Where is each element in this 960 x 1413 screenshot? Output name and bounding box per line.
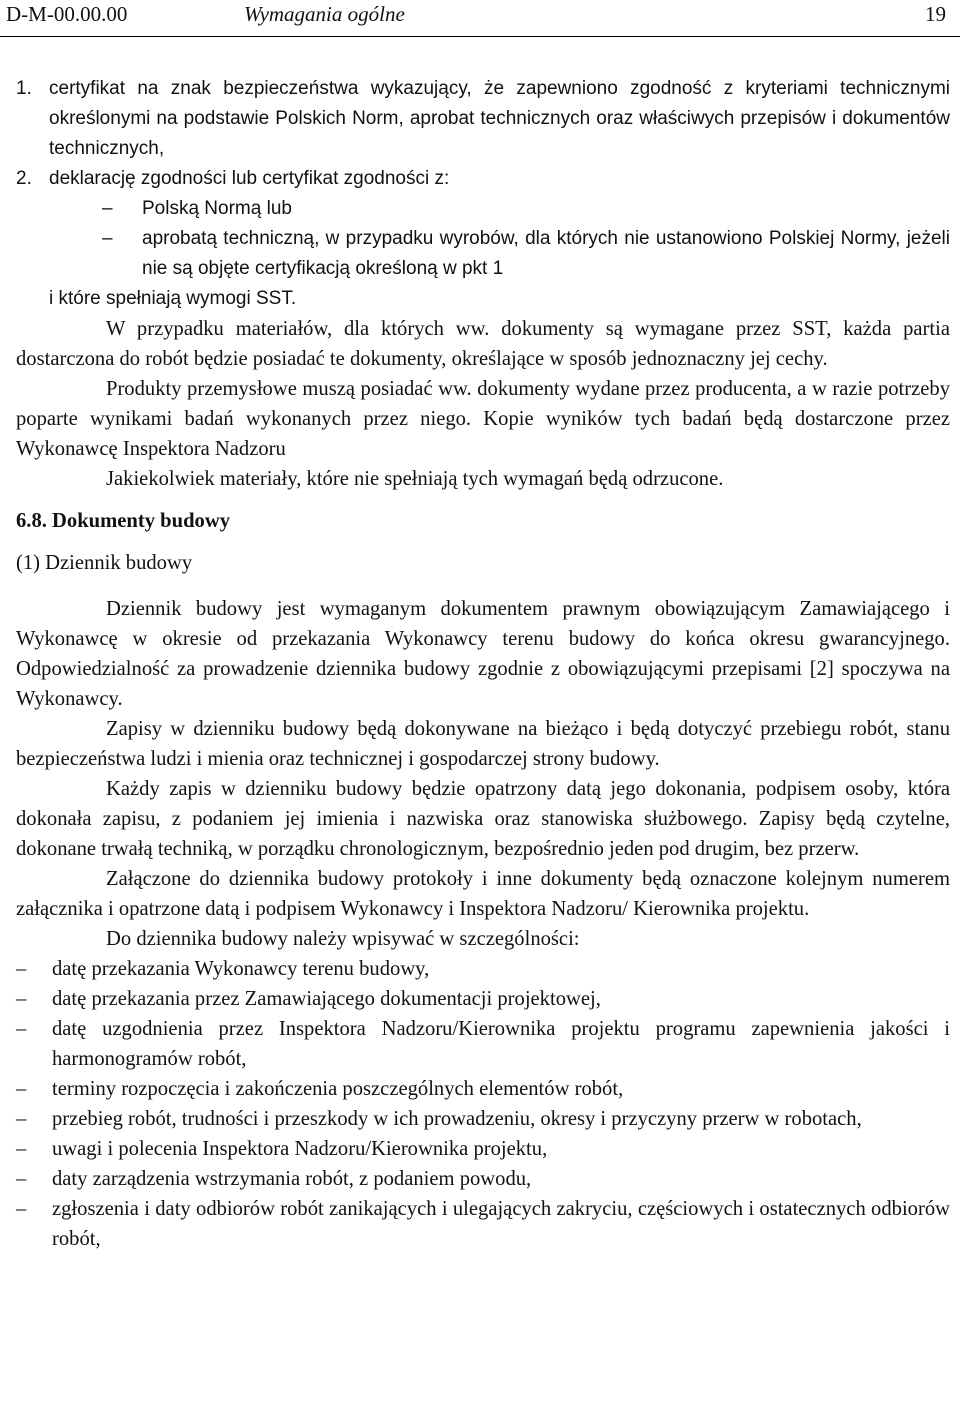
dash-marker: – (102, 228, 113, 249)
section-heading: 6.8. Dokumenty budowy (16, 510, 230, 532)
paragraph: Do dziennika budowy należy wpisywać w szczególności: (106, 928, 580, 950)
dash-marker: – (16, 1078, 27, 1100)
list-item-text: daty zarządzenia wstrzymania robót, z podaniem powodu, (52, 1168, 532, 1190)
list-item (16, 1014, 950, 1074)
sub-dash-item (16, 224, 950, 284)
list-item (16, 954, 950, 984)
dash-marker: – (16, 1198, 27, 1220)
sub-item-text: Polską Normą lub (142, 198, 292, 219)
dash-marker: – (16, 958, 27, 980)
document-code: D-M-00.00.00 (6, 2, 128, 26)
dash-marker: – (16, 1168, 27, 1190)
paragraph: W przypadku materiałów, dla których ww. dokumenty są wymagane przez SST, każda partia dostarczona do robót będzie posiadać te dokumenty, określające w sposób jednoznaczny jej cechy. (16, 318, 950, 370)
list-item (16, 1074, 950, 1104)
numbered-item-1 (16, 74, 950, 164)
sub-tail-text: i które spełniają wymogi SST. (49, 288, 297, 309)
sub-item-text: aprobatą techniczną, w przypadku wyrobów, dla których nie ustanowiono Polskiej Normy, jeżeli nie są objęte certyfikacją określoną w pkt 1 (142, 228, 950, 279)
paragraph: Każdy zapis w dzienniku budowy będzie opatrzony datą jego dokonania, podpisem osoby, która dokonała zapisu, z podaniem jej imienia i nazwiska oraz stanowiska służbowego. Zapisy będą czytelne, dokonane trwałą techniką, w porządku chronologicznym, bezpośrednio jeden pod drugim, bez przerw. (16, 778, 950, 860)
item-text: certyfikat na znak bezpieczeństwa wykazujący, że zapewniono zgodność z kryteriami technicznymi określonymi na podstawie Polskich Norm, aprobat technicznych oraz właściwych przepisów i dokumentów technicznych, (49, 78, 950, 159)
dash-marker: – (16, 1018, 27, 1040)
diary-entries-list (16, 954, 950, 1254)
dash-marker: – (16, 1138, 27, 1160)
list-item (16, 1194, 950, 1254)
list-item-text: datę przekazania Wykonawcy terenu budowy, (52, 958, 430, 980)
paragraph: Produkty przemysłowe muszą posiadać ww. dokumenty wydane przez producenta, a w razie potrzeby poparte wynikami badań wykonanych przez niego. Kopie wyników tych badań będą dostarczone przez Wykonawcę Inspektora Nadzoru (16, 378, 950, 460)
list-item-text: datę przekazania przez Zamawiającego dokumentacji projektowej, (52, 988, 601, 1010)
page-header (0, 0, 960, 37)
requirements-block (16, 74, 950, 314)
sub-dash-item (16, 194, 950, 224)
list-item-text: datę uzgodnienia przez Inspektora Nadzoru/Kierownika projektu programu zapewnienia jakości i harmonogramów robót, (52, 1018, 950, 1070)
document-title: Wymagania ogólne (244, 2, 405, 26)
subsection-heading: (1) Dziennik budowy (16, 552, 193, 574)
list-item-text: zgłoszenia i daty odbiorów robót zanikających i ulegających zakryciu, częściowych i ostatecznych odbiorów robót, (52, 1198, 950, 1250)
paragraph: Zapisy w dzienniku budowy będą dokonywane na bieżąco i będą dotyczyć przebiegu robót, stanu bezpieczeństwa ludzi i mienia oraz technicznej i gospodarczej strony budowy. (16, 718, 950, 770)
numbered-item-2 (16, 164, 950, 194)
item-text: deklarację zgodności lub certyfikat zgodności z: (49, 168, 450, 189)
list-item (16, 1164, 950, 1194)
paragraph: Dziennik budowy jest wymaganym dokumentem prawnym obowiązującym Zamawiającego i Wykonawcę w okresie od przekazania Wykonawcy terenu budowy do końca okresu gwarancyjnego. Odpowiedzialność za prowadzenie dziennika budowy zgodnie z obowiązującymi przepisami [2] spoczywa na Wykonawcy. (16, 598, 950, 710)
list-item (16, 984, 950, 1014)
item-number: 2. (16, 168, 32, 189)
page-number: 19 (925, 2, 946, 26)
paragraph: Załączone do dziennika budowy protokoły i inne dokumenty będą oznaczone kolejnym numerem załącznika i opatrzone datą i podpisem Wykonawcy i Inspektora Nadzoru/ Kierownika projektu. (16, 868, 950, 920)
list-item-text: terminy rozpoczęcia i zakończenia poszczególnych elementów robót, (52, 1078, 624, 1100)
dash-marker: – (102, 198, 113, 219)
list-item-text: uwagi i polecenia Inspektora Nadzoru/Kierownika projektu, (52, 1138, 548, 1160)
list-item-text: przebieg robót, trudności i przeszkody w ich prowadzeniu, okresy i przyczyny przerw w robotach, (52, 1108, 862, 1130)
list-item (16, 1104, 950, 1134)
item-number: 1. (16, 78, 32, 99)
document-body (16, 74, 950, 1254)
dash-marker: – (16, 988, 27, 1010)
dash-marker: – (16, 1108, 27, 1130)
list-item (16, 1134, 950, 1164)
paragraph: Jakiekolwiek materiały, które nie spełniają tych wymagań będą odrzucone. (106, 468, 724, 490)
